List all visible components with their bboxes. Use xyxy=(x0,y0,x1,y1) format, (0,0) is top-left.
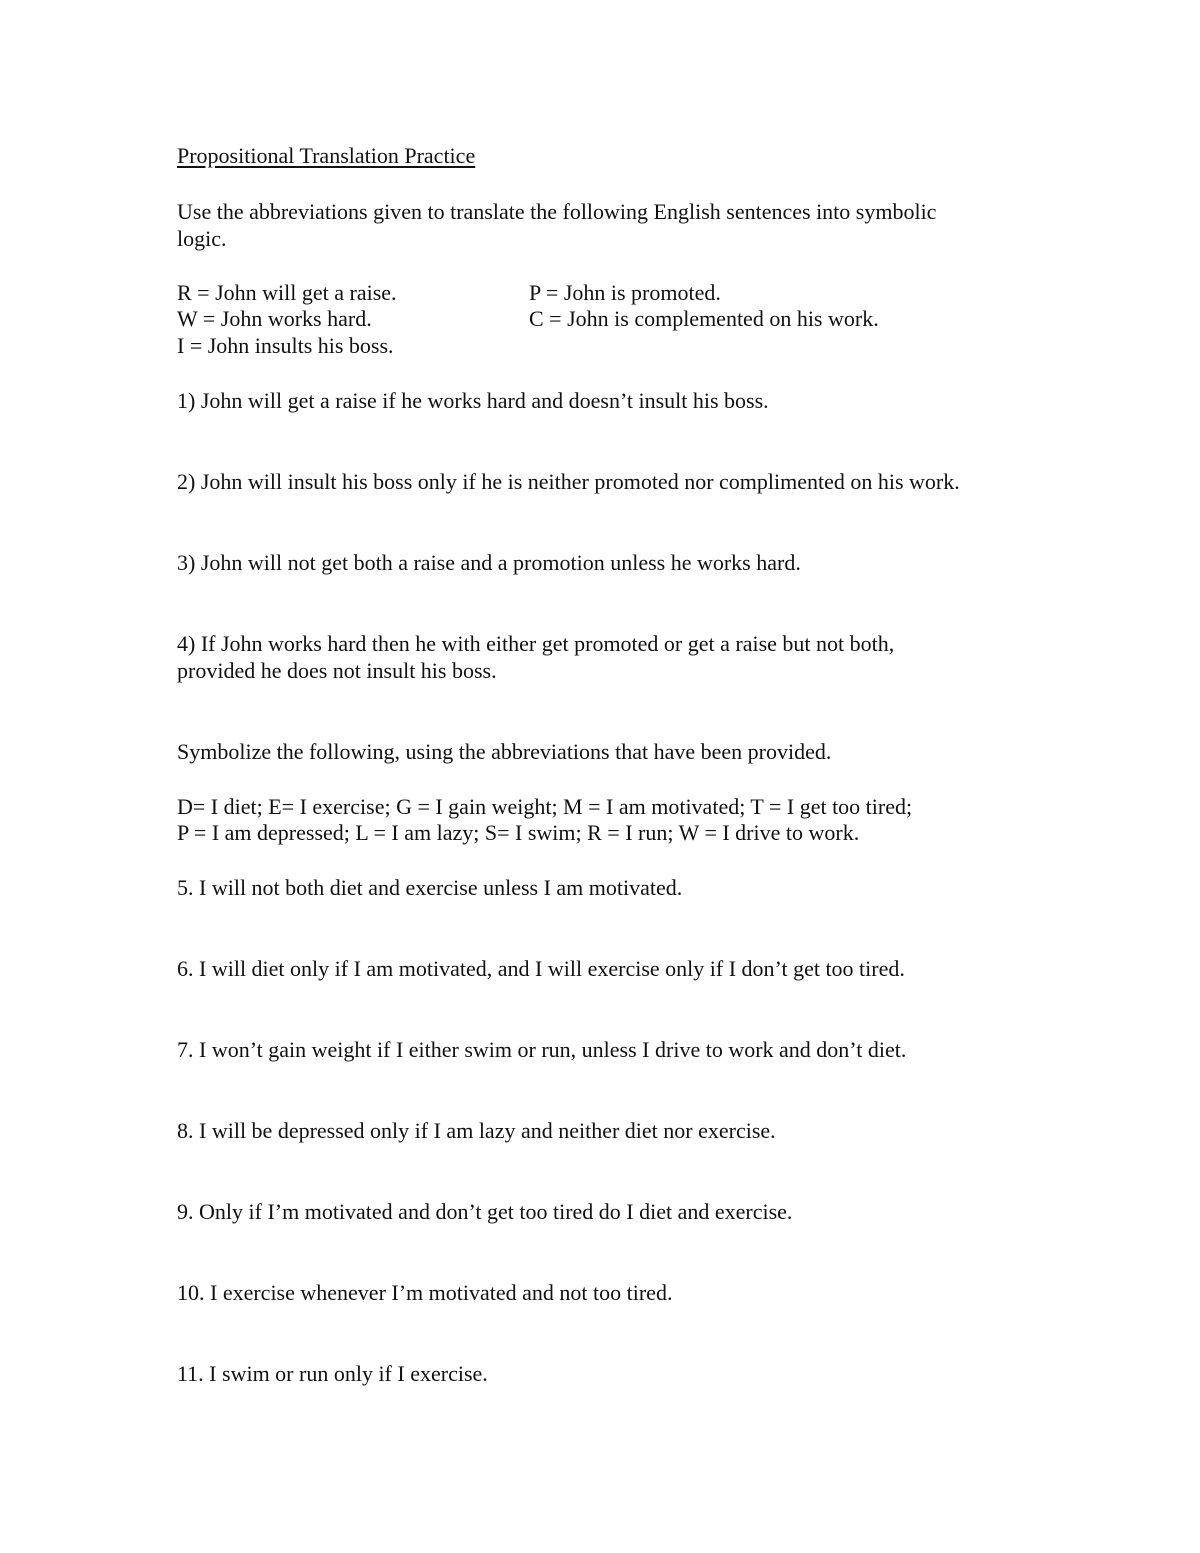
question-4-line-2: provided he does not insult his boss. xyxy=(177,658,497,683)
question-8: 8. I will be depressed only if I am lazy and neither diet nor exercise. xyxy=(177,1118,776,1143)
abbreviation-p: P = John is promoted. xyxy=(529,280,721,305)
instructions-line-2: logic. xyxy=(177,226,227,251)
abbreviation-c: C = John is complemented on his work. xyxy=(529,306,879,331)
question-7: 7. I won’t gain weight if I either swim or run, unless I drive to work and don’t diet. xyxy=(177,1037,907,1062)
question-11: 11. I swim or run only if I exercise. xyxy=(177,1361,488,1386)
instructions-line-1: Use the abbreviations given to translate the following English sentences into symbolic xyxy=(177,199,937,224)
abbreviation-i: I = John insults his boss. xyxy=(177,333,394,358)
question-5: 5. I will not both diet and exercise unless I am motivated. xyxy=(177,875,683,900)
section2-instructions: Symbolize the following, using the abbreviations that have been provided. xyxy=(177,739,832,764)
abbreviation-r: R = John will get a raise. xyxy=(177,280,397,305)
section2-abbreviations-line-2: P = I am depressed; L = I am lazy; S= I swim; R = I run; W = I drive to work. xyxy=(177,820,860,845)
section2-abbreviations-line-1: D= I diet; E= I exercise; G = I gain weight; M = I am motivated; T = I get too tired; xyxy=(177,794,913,819)
question-4-line-1: 4) If John works hard then he with either get promoted or get a raise but not both, xyxy=(177,631,895,656)
question-6: 6. I will diet only if I am motivated, and I will exercise only if I don’t get too tired. xyxy=(177,956,905,981)
document-title: Propositional Translation Practice xyxy=(177,143,476,168)
question-10: 10. I exercise whenever I’m motivated and not too tired. xyxy=(177,1280,673,1305)
abbreviation-w: W = John works hard. xyxy=(177,306,372,331)
question-2: 2) John will insult his boss only if he is neither promoted nor complimented on his work. xyxy=(177,469,960,494)
question-3: 3) John will not get both a raise and a promotion unless he works hard. xyxy=(177,550,801,575)
question-1: 1) John will get a raise if he works hard and doesn’t insult his boss. xyxy=(177,388,769,413)
question-9: 9. Only if I’m motivated and don’t get too tired do I diet and exercise. xyxy=(177,1199,793,1224)
